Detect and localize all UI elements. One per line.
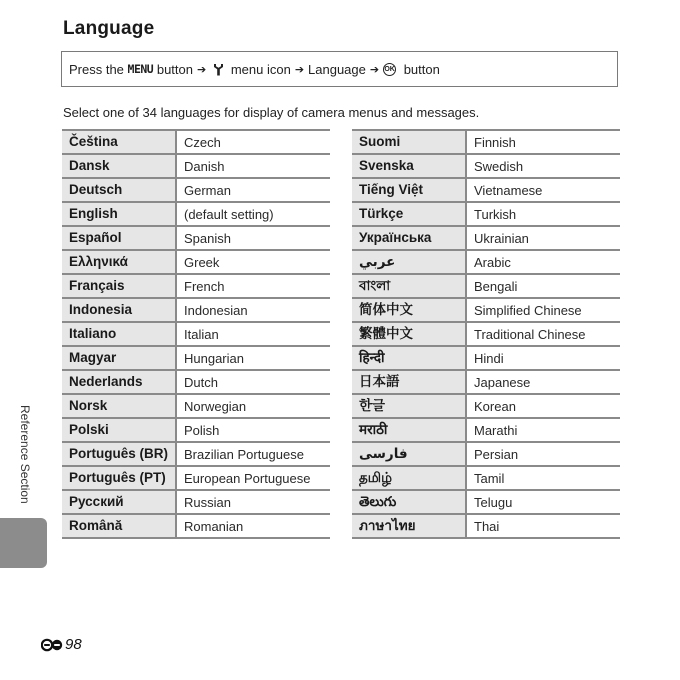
native-language-name: Română xyxy=(62,514,176,538)
wrench-icon xyxy=(213,63,224,76)
native-language-name: English xyxy=(62,202,176,226)
english-language-name: Tamil xyxy=(466,466,620,490)
language-row xyxy=(62,202,330,226)
native-language-name: Русский xyxy=(62,490,176,514)
language-row xyxy=(352,178,620,202)
english-language-name: Danish xyxy=(176,154,330,178)
english-language-name: Polish xyxy=(176,418,330,442)
native-language-name: Français xyxy=(62,274,176,298)
native-language-name: Українська xyxy=(352,226,466,250)
arrow-right-icon: ➔ xyxy=(294,63,305,76)
language-row xyxy=(62,442,330,466)
english-language-name: Ukrainian xyxy=(466,226,620,250)
native-language-name: தமிழ் xyxy=(352,466,466,490)
english-language-name: Simplified Chinese xyxy=(466,298,620,322)
language-row xyxy=(62,418,330,442)
section-side-label xyxy=(10,405,40,535)
native-language-name: Norsk xyxy=(62,394,176,418)
native-language-name: Čeština xyxy=(62,130,176,154)
language-row xyxy=(352,514,620,538)
language-row xyxy=(352,274,620,298)
language-row xyxy=(62,346,330,370)
native-language-name: Português (BR) xyxy=(62,442,176,466)
language-row xyxy=(352,370,620,394)
native-language-name: Italiano xyxy=(62,322,176,346)
english-language-name: Hungarian xyxy=(176,346,330,370)
language-row xyxy=(62,226,330,250)
native-language-name: Português (PT) xyxy=(62,466,176,490)
native-language-name: Polski xyxy=(62,418,176,442)
language-row xyxy=(62,298,330,322)
language-row xyxy=(352,490,620,514)
native-language-name: मराठी xyxy=(352,418,466,442)
english-language-name: Finnish xyxy=(466,130,620,154)
english-language-name: (default setting) xyxy=(176,202,330,226)
language-row xyxy=(62,466,330,490)
english-language-name: Bengali xyxy=(466,274,620,298)
language-row xyxy=(62,514,330,538)
language-row xyxy=(62,250,330,274)
native-language-name: عربي xyxy=(352,250,466,274)
english-language-name: German xyxy=(176,178,330,202)
english-language-name: European Portuguese xyxy=(176,466,330,490)
native-language-name: Dansk xyxy=(62,154,176,178)
language-row xyxy=(352,226,620,250)
english-language-name: Russian xyxy=(176,490,330,514)
instruction-text: button xyxy=(400,61,440,77)
native-language-name: Tiếng Việt xyxy=(352,178,466,202)
menu-button-label: MENU xyxy=(127,62,154,76)
english-language-name: Czech xyxy=(176,130,330,154)
language-table-right xyxy=(352,129,620,539)
english-language-name: Greek xyxy=(176,250,330,274)
native-language-name: Magyar xyxy=(62,346,176,370)
english-language-name: Traditional Chinese xyxy=(466,322,620,346)
english-language-name: French xyxy=(176,274,330,298)
page-number-text: 98 xyxy=(65,636,82,653)
intro-text: Select one of 34 languages for display of camera menus and messages. xyxy=(63,105,480,120)
native-language-name: 한글 xyxy=(352,394,466,418)
english-language-name: Italian xyxy=(176,322,330,346)
language-row xyxy=(352,418,620,442)
instruction-text: Press the xyxy=(69,61,128,77)
language-row xyxy=(352,466,620,490)
native-language-name: فارسی xyxy=(352,442,466,466)
english-language-name: Romanian xyxy=(176,514,330,538)
english-language-name: Japanese xyxy=(466,370,620,394)
section-label-text: Reference Section xyxy=(18,405,32,504)
english-language-name: Turkish xyxy=(466,202,620,226)
language-row xyxy=(62,394,330,418)
native-language-name: Svenska xyxy=(352,154,466,178)
language-row xyxy=(62,274,330,298)
english-language-name: Korean xyxy=(466,394,620,418)
native-language-name: বাংলা xyxy=(352,274,466,298)
language-row xyxy=(62,490,330,514)
native-language-name: Indonesia xyxy=(62,298,176,322)
language-row xyxy=(352,442,620,466)
language-row xyxy=(352,394,620,418)
native-language-name: Ελληνικά xyxy=(62,250,176,274)
english-language-name: Indonesian xyxy=(176,298,330,322)
english-language-name: Swedish xyxy=(466,154,620,178)
native-language-name: हिन्दी xyxy=(352,346,466,370)
language-row xyxy=(62,154,330,178)
language-row xyxy=(352,346,620,370)
english-language-name: Telugu xyxy=(466,490,620,514)
native-language-name: తెలుగు xyxy=(352,490,466,514)
language-row xyxy=(352,202,620,226)
page-title: Language xyxy=(63,18,155,39)
english-language-name: Thai xyxy=(466,514,620,538)
language-row xyxy=(352,298,620,322)
native-language-name: 简体中文 xyxy=(352,298,466,322)
english-language-name: Brazilian Portuguese xyxy=(176,442,330,466)
language-row xyxy=(62,178,330,202)
english-language-name: Hindi xyxy=(466,346,620,370)
menu-path-box xyxy=(61,51,618,87)
language-table-left xyxy=(62,129,330,539)
instruction-text: menu icon xyxy=(227,61,291,77)
language-row xyxy=(352,250,620,274)
instruction-text: Language xyxy=(308,61,366,77)
reference-section-icon xyxy=(41,638,63,652)
language-row xyxy=(62,130,330,154)
instruction-text: button xyxy=(153,61,193,77)
english-language-name: Arabic xyxy=(466,250,620,274)
ok-button-icon: OK xyxy=(383,63,396,76)
language-row xyxy=(352,322,620,346)
english-language-name: Norwegian xyxy=(176,394,330,418)
language-row xyxy=(352,154,620,178)
language-row xyxy=(62,370,330,394)
section-tab xyxy=(0,518,47,568)
native-language-name: Español xyxy=(62,226,176,250)
language-row xyxy=(62,322,330,346)
english-language-name: Spanish xyxy=(176,226,330,250)
arrow-right-icon: ➔ xyxy=(369,63,380,76)
english-language-name: Persian xyxy=(466,442,620,466)
language-row xyxy=(352,130,620,154)
page-number xyxy=(41,636,82,653)
native-language-name: 日本語 xyxy=(352,370,466,394)
native-language-name: 繁體中文 xyxy=(352,322,466,346)
native-language-name: ภาษาไทย xyxy=(352,514,466,538)
english-language-name: Vietnamese xyxy=(466,178,620,202)
native-language-name: Suomi xyxy=(352,130,466,154)
english-language-name: Marathi xyxy=(466,418,620,442)
native-language-name: Türkçe xyxy=(352,202,466,226)
native-language-name: Deutsch xyxy=(62,178,176,202)
arrow-right-icon: ➔ xyxy=(197,63,207,76)
english-language-name: Dutch xyxy=(176,370,330,394)
native-language-name: Nederlands xyxy=(62,370,176,394)
